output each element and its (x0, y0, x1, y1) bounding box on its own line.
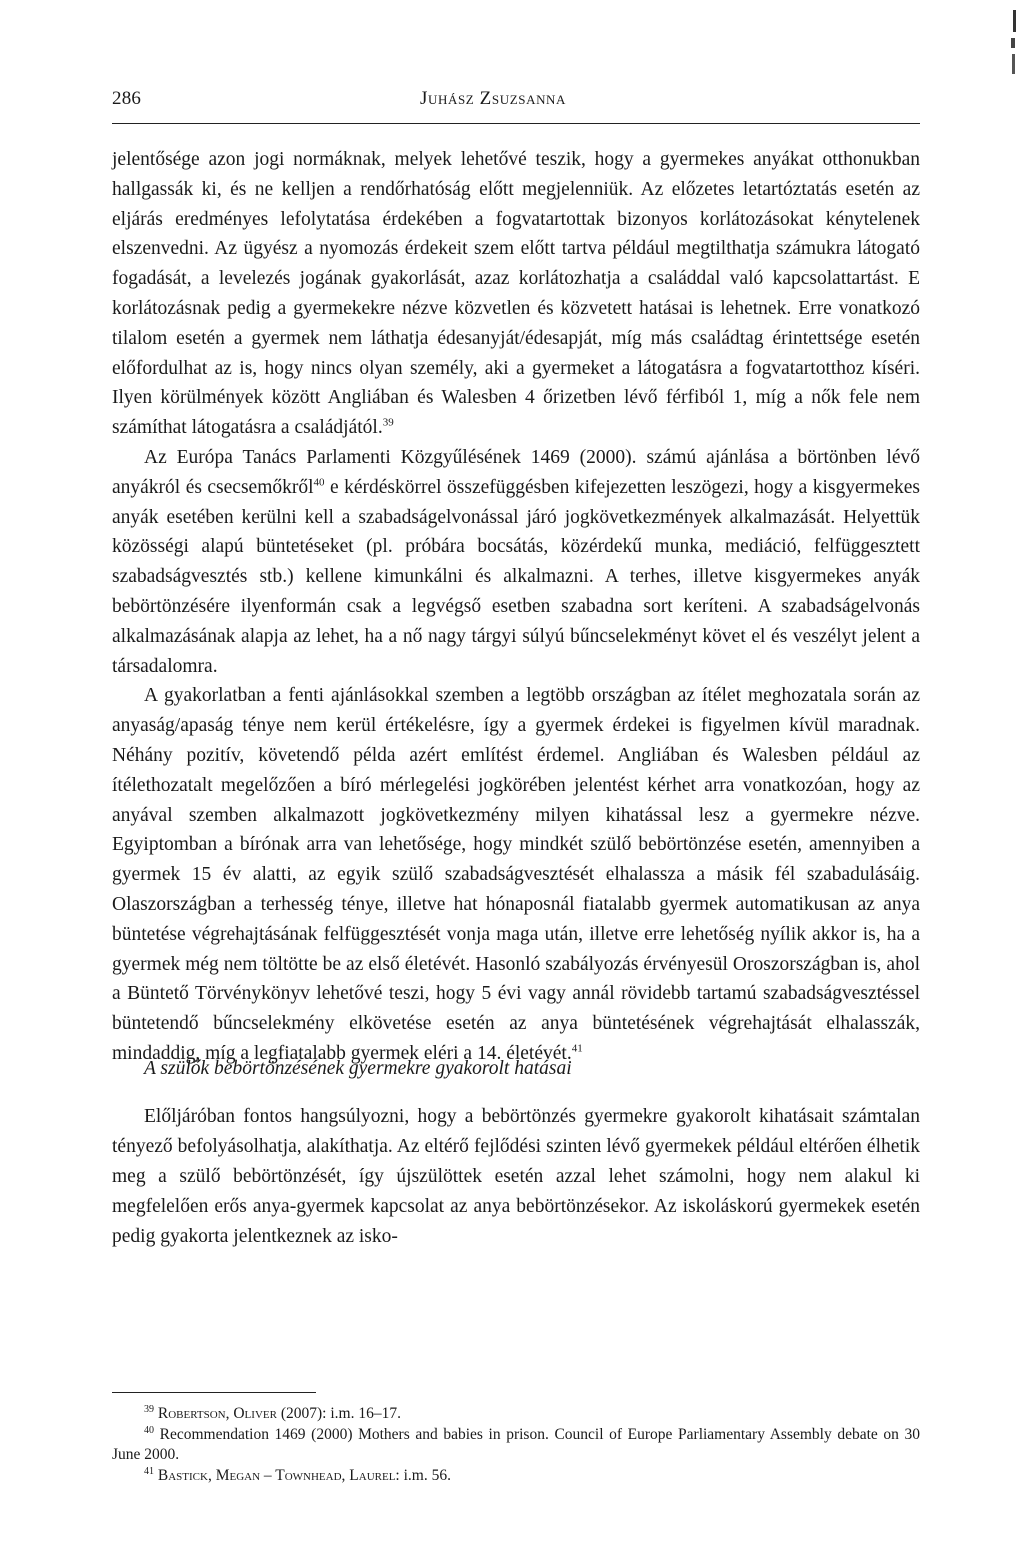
document-page (112, 0, 920, 1541)
footnote-41-text: : i.m. 56. (395, 1466, 451, 1484)
running-head-author: Juhász Zsuzsanna (420, 88, 567, 109)
footnote-ref-40: 40 (313, 476, 325, 489)
section-paragraph: Előljáróban fontos hangsúlyozni, hogy a bebörtönzés gyermekre gyakorolt kihatásait számtalan tényező befolyásolhatja, alakíthatja. Az eltérő fejlődési szinten lévő gyermekek például eltérően élhetik meg a szülő bebörtönzését, így újszülöttek esetén azzal lehet számolni, hogy nem alakul ki megfelelően erős anya-gyermek kapcsolat az anya bebörtönzésekor. Az iskoláskorú gyermekek esetén pedig gyakorta jelentkeznek az isko- (112, 1106, 920, 1247)
footnote-40 (112, 1425, 920, 1466)
footnote-39-text: (2007): i.m. 16–17. (276, 1405, 401, 1422)
paragraph-3-text: A gyakorlatban a fenti ajánlásokkal szemben a legtöbb országban az ítélet meghozatala során az anyaság/apaság ténye nem kerül értékelésre, így a gyermek érdekei is figyelmen kívül maradnak. Néhány pozitív, követendő példa azért említést érdemel. Angliában és Walesben például az ítélethozatalt megelőzően a bíró mérlegelési jogkörében jelentést kérhet arra vonatkozóan, hogy az anyával szemben alkalmazott jogkövetkezmény milyen kihatással lesz a gyermekre nézve. Egyiptomban a bírónak arra van lehetősége, hogy mindkét szülő bebörtönzése esetén, amennyiben a gyermek 15 év alatti, az egyik szülő szabadságvesztését elhalassza a másik fél szabadulásáig. Olaszországban a terhesség ténye, illetve hat hónaposnál fiatalabb gyermek automatikusan az anya büntetése végrehajtásának felfüggesztését vonja maga után, illetve erre lehetőség nyílik akkor is, ha a gyermek még nem töltötte be az első életévét. Hasonló szabályozás érvényesül Oroszországban is, ahol a Büntető Törvénykönyv lehetővé teszi, hogy 5 évi vagy annál rövidebb tartamú szabadságvesztéssel büntetendő bűncselekmény elkövetése esetén az anya büntetésének végrehajtását elhalasszák, mindaddig, míg a legfiatalabb gyermek eléri a 14. életévét. (112, 685, 920, 1064)
paragraph-2-text-b: e kérdéskörrel összefüggésben kifejezetten leszögezi, hogy a kisgyermekes anyák esetében kerülni kell a szabadságelvonással járó jogkövetkezmények alkalmazását. Helyettük közösségi alapú büntetéseket (pl. próbára bocsátás, közérdekű munka, mediáció, felfüggesztett szabadságvesztés stb.) kellene kimunkálni és alkalmazni. A terhes, illetve kisgyermekes anyák bebörtönzésére ilyenformán csak a legvégső esetben szabadna sort keríteni. A szabadságelvonás alkalmazásának alapja az lehet, ha a nő nagy tárgyi súlyú bűncselekményt követ el és veszélyt jelent a társadalomra. (112, 476, 920, 677)
footnote-39-number: 39 (144, 1403, 154, 1415)
paragraph-2-text-a: Az Európa Tanács Parlamenti Közgyűlésének 1469 (2000). számú ajánlása a börtönben lévő anyákról és csecsemőkről (112, 446, 920, 498)
footnote-39-author: Robertson, Oliver (157, 1405, 277, 1422)
footnote-39 (112, 1404, 920, 1425)
footnote-ref-41: 41 (571, 1042, 583, 1055)
footnotes (112, 1404, 920, 1486)
main-text (112, 145, 920, 1069)
section-heading: A szülők bebörtönzésének gyermekre gyakorolt hatásai (144, 1058, 572, 1079)
footnote-rule (112, 1392, 316, 1393)
paragraph-2 (112, 443, 920, 681)
footnote-41-number: 41 (144, 1465, 154, 1477)
footnote-41 (112, 1466, 920, 1487)
footnote-40-number: 40 (144, 1424, 154, 1436)
paragraph-3 (112, 681, 920, 1068)
paragraph-1-text: jelentősége azon jogi normáknak, melyek lehetővé teszik, hogy a gyermekes anyákat otthonukban hallgassák ki, és ne kelljen a rendőrhatóság előtt megjelenniük. Az előzetes letartóztatás esetén az eljárás eredményes lefolytatása érdekében a fogvatartottak bizonyos korlátozásokat kénytelenek elszenvedni. Az ügyész a nyomozás érdekeit szem előtt tartva például megtilthatja számukra látogató fogadását, a levelezés jogának gyakorlását, azaz korlátozhatja a családdal való kapcsolattartást. E korlátozásnak pedig a gyermekekre nézve közvetlen és közvetett hatásai is lehetnek. Erre vonatkozó tilalom esetén a gyermek nem láthatja édesanyját/édesapját, míg más családtag érintettsége esetén előfordulhat az is, hogy nincs olyan személy, aki a gyermeket a látogatásra a fogvatartotthoz kíséri. Ilyen körülmények között Angliában és Walesben 4 őrizetben lévő férfiból 1, míg a nők fele nem számíthat látogatásra a családjától. (112, 149, 920, 439)
page-number: 286 (112, 88, 142, 109)
footnote-40-text: Recommendation 1469 (2000) Mothers and babies in prison. Council of Europe Parliamentary Assembly debate on 30 June 2000. (112, 1425, 920, 1463)
paragraph-1 (112, 145, 920, 443)
section-text (112, 1102, 920, 1252)
scan-artifact (1004, 10, 1018, 80)
header-rule (112, 123, 920, 124)
footnote-ref-39: 39 (382, 416, 394, 429)
footnote-41-author: Bastick, Megan – Townhead, Laurel (157, 1466, 396, 1484)
